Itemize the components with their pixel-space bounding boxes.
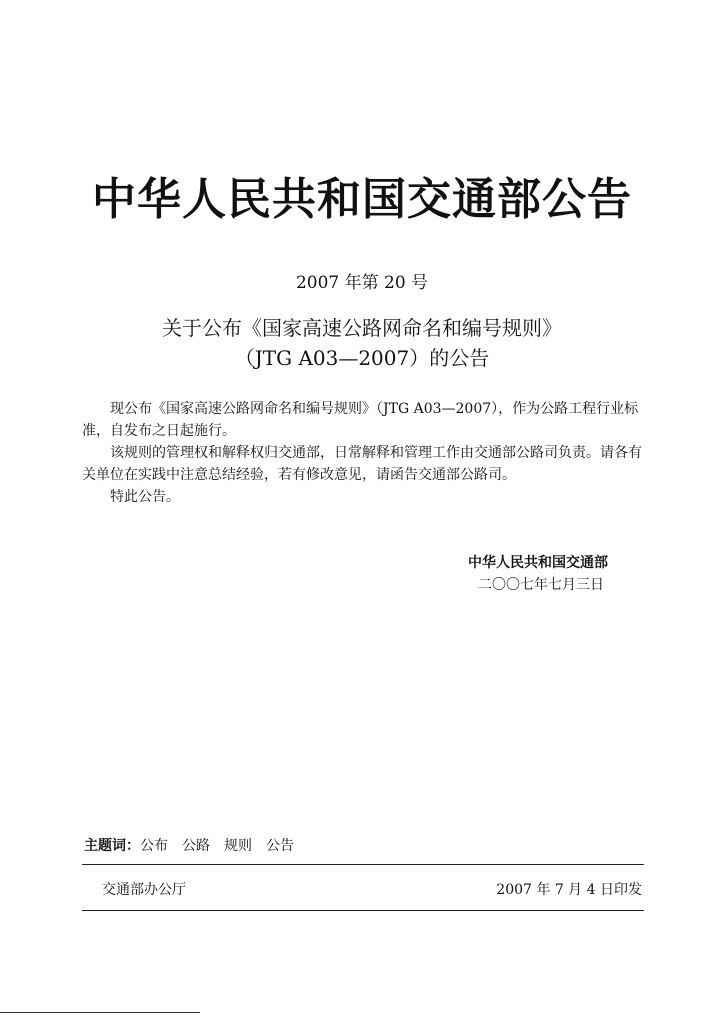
subtitle-line-2: （JTG A03—2007）的公告 — [234, 346, 490, 370]
divider-bottom — [82, 910, 644, 911]
signature-date: 二〇〇七年七月三日 — [478, 577, 604, 593]
keyword-item: 规则 — [224, 838, 252, 854]
keywords-line — [84, 836, 308, 856]
signature-organization: 中华人民共和国交通部 — [468, 555, 608, 571]
keyword-item: 公路 — [182, 838, 210, 854]
issuing-office: 交通部办公厅 — [102, 882, 186, 898]
keyword-item: 公布 — [140, 838, 168, 854]
keywords-label: 主题词： — [84, 838, 140, 854]
subtitle-line-1: 关于公布《国家高速公路网命名和编号规则》 — [162, 316, 562, 340]
body-paragraph-1: 现公布《国家高速公路网命名和编号规则》（JTG A03—2007），作为公路工程行业标准，自发布之日起施行。 — [82, 401, 639, 439]
page-edge-line — [0, 1012, 200, 1013]
page-title: 中华人民共和国交通部公告 — [92, 174, 632, 225]
issue-date: 2007 年 7 月 4 日印发 — [496, 882, 642, 898]
document-number: 2007 年第 20 号 — [295, 273, 429, 293]
body-paragraph-3: 特此公告。 — [110, 489, 180, 505]
keyword-item: 公告 — [266, 838, 294, 854]
divider-top — [82, 864, 644, 865]
body-paragraph-2: 该规则的管理权和解释权归交通部，日常解释和管理工作由交通部公路司负责。请各有关单位在实践中注意总结经验，若有修改意见，请函告交通部公路司。 — [82, 445, 642, 483]
